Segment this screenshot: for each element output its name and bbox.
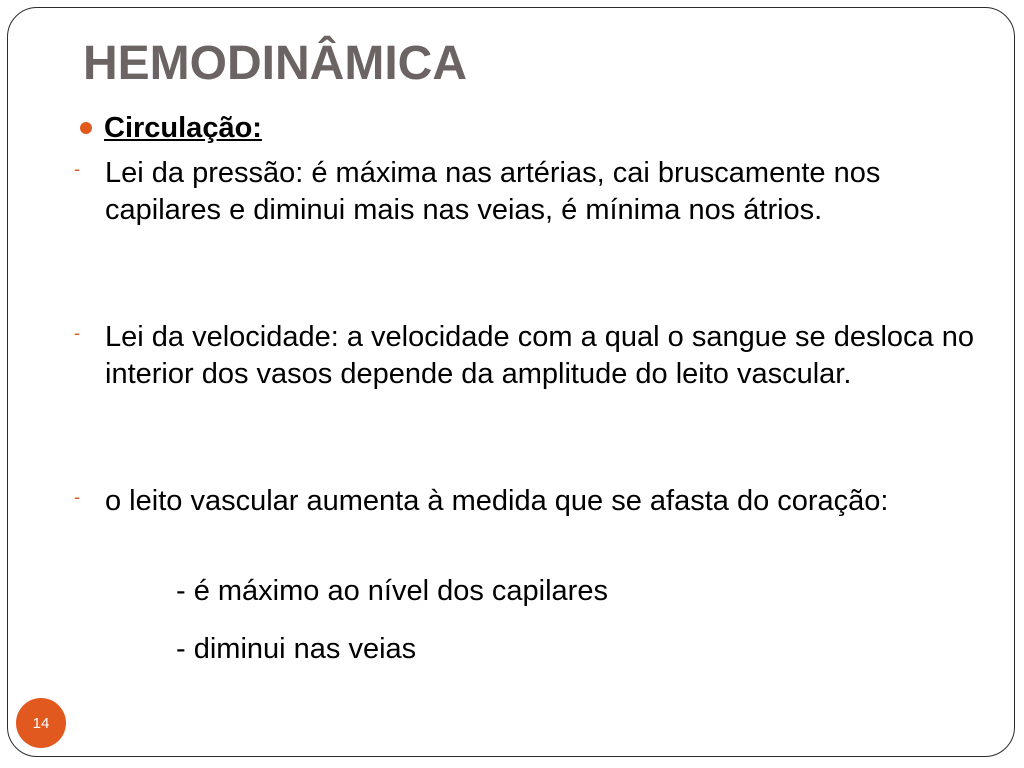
list-item-text: Lei da pressão: é máxima nas artérias, cai bruscamente nos capilares e diminui mais nas veias, é mínima nos átrios. xyxy=(105,157,881,226)
heading-bullet-row xyxy=(80,111,262,146)
list-item xyxy=(74,483,974,520)
dash-marker: - xyxy=(74,159,80,179)
dash-marker: - xyxy=(74,323,80,343)
bullet-dot-icon xyxy=(80,122,92,134)
page-number-badge: 14 xyxy=(16,698,66,748)
dash-marker: - xyxy=(74,487,80,507)
list-item-text: Lei da velocidade: a velocidade com a qual o sangue se desloca no interior dos vasos depende da amplitude do leito vascular. xyxy=(105,321,974,390)
list-item xyxy=(74,155,974,229)
slide-title: HEMODINÂMICA xyxy=(83,37,467,90)
sub-item: - é máximo ao nível dos capilares xyxy=(176,575,608,607)
list-item xyxy=(74,319,974,393)
section-heading: Circulação: xyxy=(104,112,262,144)
sub-item: - diminui nas veias xyxy=(176,633,417,665)
list-item-text: o leito vascular aumenta à medida que se afasta do coração: xyxy=(105,485,889,517)
